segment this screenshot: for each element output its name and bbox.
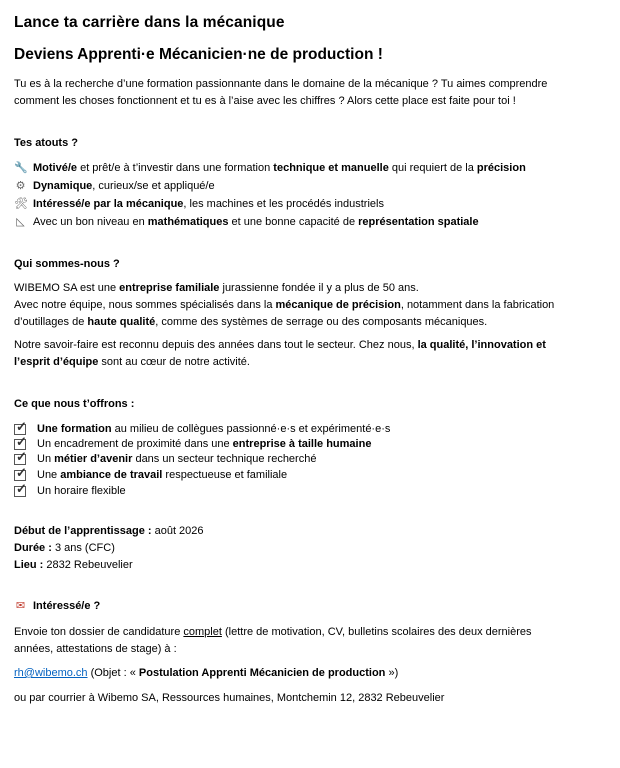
intro-line-1: Tu es à la recherche d’une formation passionnante dans le domaine de la mécanique ? Tu aimes comprendre [14, 78, 548, 90]
details-block [14, 523, 204, 574]
page-title: Lance ta carrière dans la mécanique [14, 14, 285, 31]
apply-line: années, attestations de stage) à : [14, 643, 177, 655]
checkbox-icon: ✓ [16, 449, 27, 464]
apply-heading-row: ✉ Intéressé/e ? [14, 598, 100, 615]
wrench-icon: 🔧 [14, 162, 28, 174]
offer-item: ✓ Un encadrement de proximité dans une entreprise à taille humaine [16, 434, 372, 450]
offer-item: ✓ Une formation au milieu de collègues passionné·e·s et expérimenté·e·s [16, 419, 391, 435]
envelope-icon: ✉ [15, 600, 26, 612]
atout-item: ◺ Avec un bon niveau en mathématiques et une bonne capacité de représentation spatiale [14, 214, 479, 231]
apply-line: Envoie ton dossier de candidature complet (lettre de motivation, CV, bulletins scolaires des deux dernières [14, 626, 532, 638]
atout-item: 🔧 Motivé/e et prêt/e à t’investir dans une formation technique et manuelle qui requiert de la précision [14, 160, 526, 177]
checkbox-icon: ✓ [16, 481, 27, 496]
duration: Durée : 3 ans (CFC) [14, 542, 115, 554]
checkbox-icon: ✓ [16, 465, 27, 480]
about-line: d’outillages de haute qualité, comme des systèmes de serrage ou des composants mécaniques. [14, 316, 488, 328]
atout-item: ⚙ Dynamique, curieux/se et appliqué/e [14, 178, 215, 195]
tools-icon: 🛠 [14, 198, 28, 210]
apply-paragraph [14, 624, 532, 658]
offer-item: ✓ Un horaire flexible [16, 481, 126, 497]
gear-icon: ⚙ [15, 180, 26, 192]
about-line: Avec notre équipe, nous sommes spécialisés dans la mécanique de précision, notamment dans la fabrication [14, 299, 555, 311]
email-link[interactable]: rh@wibemo.ch [14, 667, 88, 679]
checkbox-icon: ✓ [16, 419, 27, 434]
offer-item: ✓ Un métier d’avenir dans un secteur technique recherché [16, 449, 317, 465]
intro-paragraph [14, 76, 547, 110]
offer-heading: Ce que nous t’offrons : [14, 398, 135, 410]
atout-item: 🛠 Intéressé/e par la mécanique, les machines et les procédés industriels [14, 196, 384, 213]
apply-email-line: rh@wibemo.ch (Objet : « Postulation Apprenti Mécanicien de production ») [14, 667, 399, 679]
offer-item: ✓ Une ambiance de travail respectueuse et familiale [16, 465, 288, 481]
intro-line-2: comment les choses fonctionnent et tu es à l’aise avec les chiffres ? Alors cette place est faite pour toi ! [14, 95, 516, 107]
location: Lieu : 2832 Rebeuvelier [14, 559, 133, 571]
start-date: Début de l’apprentissage : août 2026 [14, 525, 204, 537]
about-paragraph [14, 280, 554, 331]
postal-address-line: ou par courrier à Wibemo SA, Ressources humaines, Montchemin 12, 2832 Rebeuvelier [14, 692, 445, 704]
about-line: Notre savoir-faire est reconnu depuis des années dans tout le secteur. Chez nous, la qualité, l’innovation et [14, 339, 546, 351]
checkbox-icon: ✓ [16, 434, 27, 449]
page-subtitle: Deviens Apprenti·e Mécanicien·ne de production ! [14, 46, 383, 63]
atouts-heading: Tes atouts ? [14, 137, 78, 149]
triangle-ruler-icon: ◺ [16, 216, 25, 228]
about-paragraph-2 [14, 337, 546, 371]
about-line: l’esprit d’équipe sont au cœur de notre activité. [14, 356, 250, 368]
about-line: WIBEMO SA est une entreprise familiale jurassienne fondée il y a plus de 50 ans. [14, 282, 419, 294]
about-heading: Qui sommes-nous ? [14, 258, 120, 270]
